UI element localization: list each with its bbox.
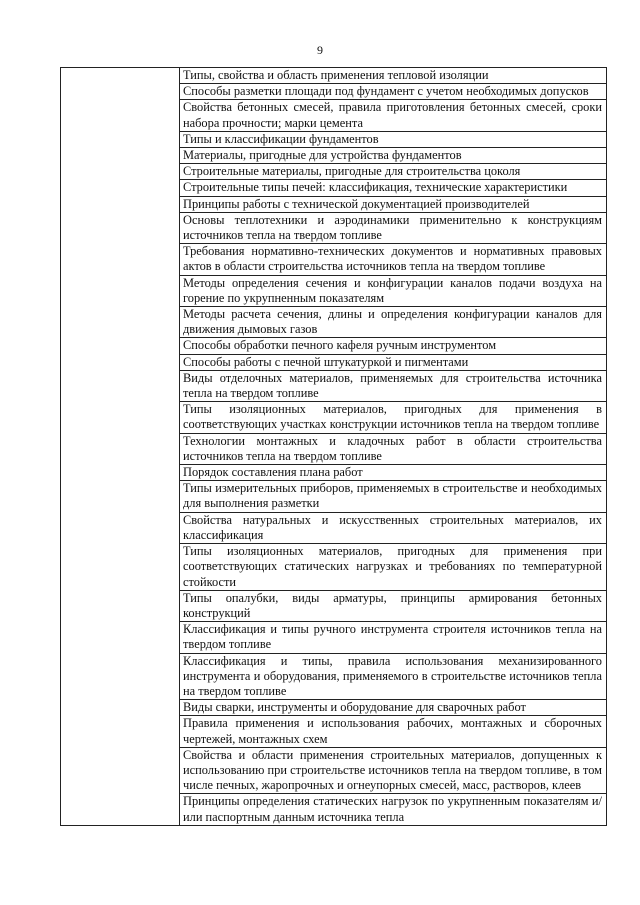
table-cell: Требования нормативно-технических документов и нормативных правовых актов в области строительства источников тепла на твердом топливе (180, 244, 607, 275)
table-cell: Строительные типы печей: классификация, технические характеристики (180, 180, 607, 196)
table-cell: Способы работы с печной штукатуркой и пигментами (180, 354, 607, 370)
table-cell: Материалы, пригодные для устройства фундаментов (180, 148, 607, 164)
table-cell: Строительные материалы, пригодные для строительства цоколя (180, 164, 607, 180)
table-cell: Типы изоляционных материалов, пригодных для применения при соответствующих статических нагрузках и требованиях по температурной стойкости (180, 544, 607, 591)
table-cell: Правила применения и использования рабочих, монтажных и сборочных чертежей, монтажных схем (180, 716, 607, 747)
page-number: 9 (317, 43, 323, 57)
table-cell: Свойства и области применения строительных материалов, допущенных к использованию при строительстве источников тепла на твердом топливе, в том числе печных, жаропрочных и огнеупорных смесей, масс, растворов, клеев (180, 747, 607, 794)
table-cell: Виды сварки, инструменты и оборудование для сварочных работ (180, 700, 607, 716)
table-cell: Методы определения сечения и конфигурации каналов подачи воздуха на горение по укрупненным показателям (180, 275, 607, 306)
table-cell: Принципы работы с технической документацией производителей (180, 196, 607, 212)
requirements-table (60, 67, 607, 826)
table-cell: Принципы определения статических нагрузок по укрупненным показателям и/или паспортным данным источника тепла (180, 794, 607, 825)
table-cell: Способы разметки площади под фундамент с учетом необходимых допусков (180, 84, 607, 100)
table-cell: Типы опалубки, виды арматуры, принципы армирования бетонных конструкций (180, 590, 607, 621)
table-cell: Классификация и типы ручного инструмента строителя источников тепла на твердом топливе (180, 622, 607, 653)
table-cell: Типы, свойства и область применения тепловой изоляции (180, 68, 607, 84)
table-cell: Типы и классификации фундаментов (180, 131, 607, 147)
table-cell: Порядок составления плана работ (180, 465, 607, 481)
table-cell: Технологии монтажных и кладочных работ в области строительства источников тепла на твердом топливе (180, 433, 607, 464)
table-cell: Виды отделочных материалов, применяемых для строительства источника тепла на твердом топливе (180, 370, 607, 401)
table-row (61, 68, 607, 84)
table-cell: Типы измерительных приборов, применяемых в строительстве и необходимых для выполнения разметки (180, 481, 607, 512)
table-cell: Методы расчета сечения, длины и определения конфигурации каналов для движения дымовых газов (180, 307, 607, 338)
table-cell: Свойства натуральных и искусственных строительных материалов, их классификация (180, 512, 607, 543)
table-cell: Основы теплотехники и аэродинамики применительно к конструкциям источников тепла на твердом топливе (180, 212, 607, 243)
table-cell: Классификация и типы, правила использования механизированного инструмента и оборудования, применяемого в строительстве источников тепла на твердом топливе (180, 653, 607, 700)
table-cell: Способы обработки печного кафеля ручным инструментом (180, 338, 607, 354)
empty-label-cell (61, 68, 180, 826)
table-cell: Типы изоляционных материалов, пригодных для применения в соответствующих участках конструкции источников тепла на твердом топливе (180, 402, 607, 433)
table-cell: Свойства бетонных смесей, правила приготовления бетонных смесей, сроки набора прочности; марки цемента (180, 100, 607, 131)
